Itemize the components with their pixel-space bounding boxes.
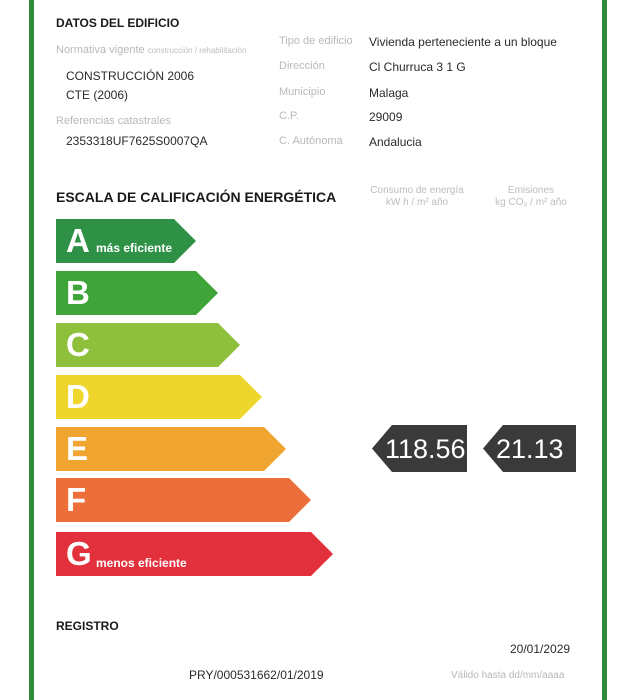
emissions-column-header xyxy=(476,185,586,209)
registry-valid-label: Válido hasta dd/mm/aaaa xyxy=(451,670,565,681)
energy-class-a-letter: A xyxy=(66,222,90,259)
field-value-municipality: Malaga xyxy=(369,86,409,100)
consumption-column-header xyxy=(362,185,472,209)
energy-class-f-letter: F xyxy=(66,481,87,518)
energy-class-a xyxy=(56,219,196,263)
building-section-title: DATOS DEL EDIFICIO xyxy=(56,16,180,30)
field-label-building-type: Tipo de edificio xyxy=(279,35,353,47)
emissions-rating-badge xyxy=(483,425,576,472)
field-value-building-type: Vivienda perteneciente a un bloque xyxy=(369,35,557,49)
consumption-value: 118.56 xyxy=(385,434,466,464)
registry-date: 20/01/2029 xyxy=(510,642,571,656)
energy-class-d-letter: D xyxy=(66,378,90,415)
energy-class-a-sublabel: más eficiente xyxy=(96,241,173,255)
energy-class-g xyxy=(56,532,333,576)
energy-class-e-shape xyxy=(56,427,286,471)
energy-class-b xyxy=(56,271,218,315)
frame-border-left xyxy=(29,0,34,700)
cadastral-reference: 2353318UF7625S0007QA xyxy=(66,134,208,148)
registry-number: PRY/000531662/01/2019 xyxy=(189,668,324,682)
emissions-header-line1: Emisiones xyxy=(507,185,555,196)
cte-version: CTE (2006) xyxy=(66,88,129,102)
consumption-rating-badge xyxy=(372,425,467,472)
consumption-header-line1: Consumo de energía xyxy=(370,185,464,196)
energy-class-f-shape xyxy=(56,478,311,522)
frame-border-right xyxy=(602,0,607,700)
emissions-header-line2: kg CO₂ / m² año xyxy=(495,197,567,208)
emissions-value: 21.13 xyxy=(496,434,564,464)
energy-class-c-letter: C xyxy=(66,326,90,363)
energy-class-g-letter: G xyxy=(66,535,92,572)
construction-year: CONSTRUCCIÓN 2006 xyxy=(66,69,195,83)
energy-class-b-letter: B xyxy=(66,274,90,311)
field-value-address: Cl Churruca 3 1 G xyxy=(369,60,466,74)
energy-scale-title: ESCALA DE CALIFICACIÓN ENERGÉTICA xyxy=(56,189,337,205)
energy-class-f xyxy=(56,478,311,522)
energy-class-e-letter: E xyxy=(66,430,89,467)
field-label-postal-code: C.P. xyxy=(279,110,299,122)
field-value-postal-code: 29009 xyxy=(369,110,403,124)
energy-class-e xyxy=(56,427,286,471)
normativa-label xyxy=(56,44,246,56)
field-label-municipality: Municipio xyxy=(279,86,326,98)
registry-title: REGISTRO xyxy=(56,619,119,633)
energy-class-g-sublabel: menos eficiente xyxy=(96,556,187,570)
normativa-label-text: Normativa vigente xyxy=(56,44,145,56)
energy-class-d xyxy=(56,375,262,419)
field-value-region: Andalucia xyxy=(369,135,422,149)
energy-class-e-arrow xyxy=(56,427,286,471)
consumption-header-line2: kW h / m² año xyxy=(385,197,449,208)
energy-class-f-arrow xyxy=(56,478,311,522)
cadastral-label: Referencias catastrales xyxy=(56,115,171,127)
field-label-region: C. Autónoma xyxy=(279,135,343,147)
normativa-sublabel: construcción / rehabilitación xyxy=(147,46,247,55)
field-label-address: Dirección xyxy=(279,60,325,72)
energy-class-c xyxy=(56,323,240,367)
